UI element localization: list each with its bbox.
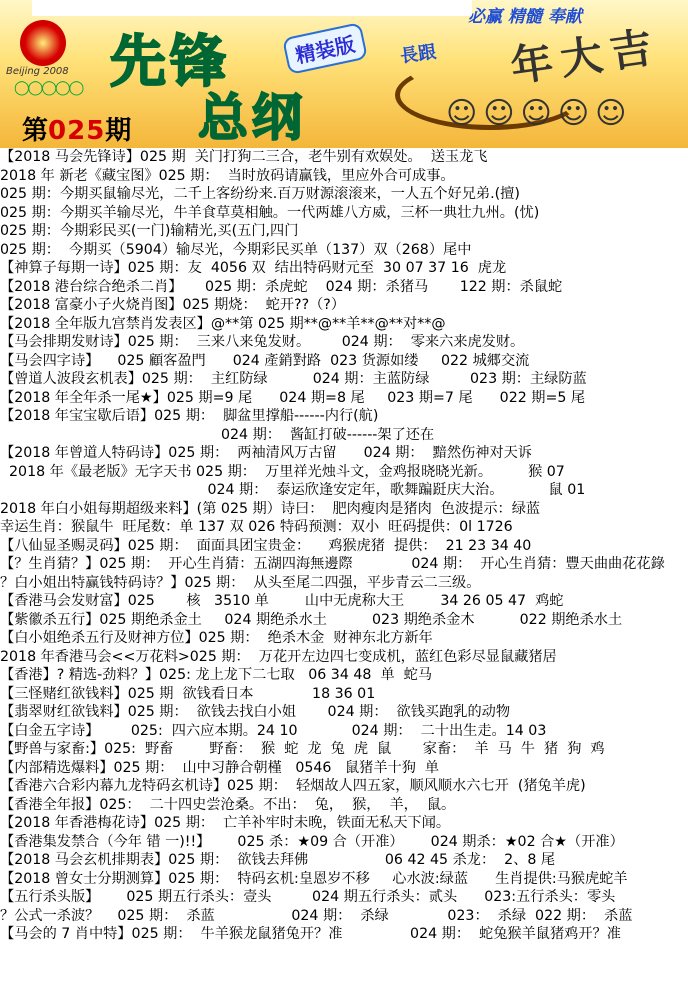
header-banner xyxy=(0,0,688,148)
text-line: 【2018 年宝宝歇后语】025 期： 脚盆里撑船------内行(航) xyxy=(0,408,379,424)
text-line: 025 期： 今期买（5904）输尽光，今期彩民买单（137）双（268）尾中 xyxy=(0,241,472,258)
text-line: 025 期：今期买羊输尽光，牛羊食草莫相触。一代两雄八方威，三杯一典壮九州。(忧) xyxy=(0,204,540,221)
text-line: 【2018 年全年杀一尾★】025 期=9 尾 024 期=8 尾 023 期=7 尾 022 期=5 尾 xyxy=(0,389,586,406)
text-line: 【八仙显圣赐灵码】025 期： 面面具团宝贵金： 鸡猴虎猪 提供： 21 23 34 40 xyxy=(0,537,532,554)
text-line: 【香港】? 精选-劲料？】025: 龙上龙下二七取 06 34 48 单 蛇马 xyxy=(0,667,433,683)
text-line: 【2018 马会先锋诗】025 期 关门打狗二三合，老牛别有欢娱处。 送玉龙飞 xyxy=(0,149,488,165)
prediction-list xyxy=(0,148,688,1007)
text-line: 024 期： 泰运欣逢安定年，歌舞蹁跹庆大治。 鼠 01 xyxy=(0,482,586,498)
text-line: 【2018 曾女士分期测算】025 期： 特码玄机:皇恩岁不移 心水波:绿蓝 生肖提供:马猴虎蛇羊 xyxy=(0,870,628,887)
title-line-1: 先锋 xyxy=(110,30,230,95)
text-line: 2018 年《最老版》无字天书 025 期： 万里祥光烛斗文，金鸡报晓晓光新。 猴 07 xyxy=(0,463,565,480)
text-line: 【紫徽杀五行】025 期绝杀金土 024 期绝杀水土 023 期绝杀金木 022 期绝杀水土 xyxy=(0,611,623,628)
mascots-icon: ☺☺☺☺☺ xyxy=(446,96,633,131)
text-line: 【马会四字诗】 025 顧客盈門 024 產銷對路 023 货源如缕 022 城郷交流 xyxy=(0,352,530,369)
text-line: 【三怪赌红欲钱料】025 期 欲钱看日本 18 36 01 xyxy=(0,685,376,702)
big-luck-text: 年大吉 xyxy=(507,21,664,92)
text-line: 【白小姐绝杀五行及财神方位】025 期： 绝杀木金 财神东北方新年 xyxy=(0,630,433,646)
text-line: 【2018 马会玄机排期表】025 期： 欲钱去拜佛 06 42 45 杀龙： 2、8 尾 xyxy=(0,852,556,868)
text-line: 【内部精选爆料】025 期： 山中习静合朝槿 0546 鼠猪羊十狗 单 xyxy=(0,759,440,776)
olympic-rings-icon: ◯◯◯◯◯ xyxy=(14,80,83,96)
issue-suffix: 期 xyxy=(105,116,132,146)
text-line: 2018 年香港马会<<万花料>025 期： 万花开左边四七变成机，蓝红色彩尽显鼠藏猪居 xyxy=(0,648,557,665)
text-line: 幸运生肖：猴鼠牛 旺尾数：单 137 双 026 特码预测：双小 旺码提供：0l 1726 xyxy=(0,519,513,535)
text-line: 025 期：今期彩民买(一门)输精光,买(五门,四门 xyxy=(0,223,299,239)
text-line: 【香港全年报】025： 二十四史尝沧桑。不出： 兔， 猴， 羊， 鼠。 xyxy=(0,796,456,813)
text-line: 【白金五字诗】 025: 四六应本期。24 10 024 期： 二十出生走。14 03 xyxy=(0,722,547,739)
title-line-2: 总纲 xyxy=(198,89,306,147)
issue-label xyxy=(22,110,131,147)
text-line: 025 期：今期买鼠输尽光，二千上客纷纷来.百万财源滚滚来，一人五个好兄弟.(擅) xyxy=(0,186,520,202)
text-line: 【2018 全年版九宫禁肖发表区】@**第 025 期**@**羊**@**对**@ xyxy=(0,315,446,332)
banner-top-strip xyxy=(32,0,472,16)
issue-number: 025 xyxy=(48,116,106,146)
text-line: 2018 年 新老《藏宝图》025 期： 当时放码请赢钱，里应外合可成事。 xyxy=(0,167,455,184)
text-line: ？白小姐出特赢钱特码诗？】025 期： 从头至尾二四强，平步青云二三级。 xyxy=(0,574,481,591)
text-line: 【五行杀头版】 025 期五行杀头：壹头 024 期五行杀头：贰头 023:五行杀头：零头 xyxy=(0,889,616,905)
text-line: 【翡翠财红欲钱料】025 期： 欲钱去找白小姐 024 期： 欲钱买跑乳的动物 xyxy=(0,704,511,720)
text-line: 【曾道人波段玄机表】025 期： 主红防绿 024 期：主蓝防绿 023 期：主绿防蓝 xyxy=(0,371,587,387)
beijing-olympic-emblem-icon xyxy=(20,20,66,66)
text-line: 【马会的 7 肖中特】025 期： 牛羊猴龙鼠猪兔开？准 024 期： 蛇兔猴羊鼠猪鸡开？准 xyxy=(0,926,621,942)
text-line: 【2018 港台综合绝杀二肖】 025 期：杀虎蛇 024 期：杀猪马 122 期：杀鼠蛇 xyxy=(0,278,563,295)
text-line: 【2018 年香港梅花诗】025 期： 亡羊补牢时未晚，铁面无私天下闻。 xyxy=(0,815,451,831)
issue-prefix: 第 xyxy=(22,116,49,146)
text-line: 【香港集发禁合（今年 错 一)!!】 025 杀：★09 合（开准） 024 期杀：★02 合★（开准） xyxy=(0,833,624,850)
text-line: 【马会排期发财诗】025 期： 三来八来兔发财。 024 期： 零来六来虎发财。 xyxy=(0,334,525,350)
text-line: 2018 年白小姐每期超级来料】(第 025 期）诗曰： 肥肉瘦肉是猪肉 色波提示：绿蓝 xyxy=(0,500,541,517)
text-line: 【神算子每期一诗】025 期：友 4056 双 结出特码财元至 30 07 37 16 虎龙 xyxy=(0,260,507,276)
slogan: 必赢 精髓 奉献 xyxy=(468,7,582,27)
text-line: ？公式一杀波？ 025 期： 杀蓝 024 期： 杀绿 023： 杀绿 022 期： 杀蓝 xyxy=(0,907,633,924)
text-line: 024 期： 酱缸打破------架了还在 xyxy=(0,426,435,443)
beijing-2008-text: Beijing 2008 xyxy=(6,66,69,77)
text-line: 【香港六合彩内幕九龙特码玄机诗】025 期： 轻烟故人四五家，顺风顺水六七开 (猪兔羊虎) xyxy=(0,778,586,794)
text-line: 【2018 富豪小子火烧肖图】025 期烧： 蛇开??（?） xyxy=(0,297,346,313)
text-line: 【香港马会发财富】025 核 3510 单 山中无虎称大王 34 26 05 47 鸡蛇 xyxy=(0,593,564,609)
changgen-label: 長跟 xyxy=(398,41,438,68)
text-line: 【？生肖猜？】025 期： 开心生肖猜：五湖四海無邊際 024 期： 开心生肖猜：豐天曲曲花花錄 xyxy=(0,556,665,572)
edition-ribbon: 精装版 xyxy=(282,22,368,75)
text-line: 【2018 年曾道人特码诗】025 期： 两袖清风万古留 024 期： 黯然伤神对天诉 xyxy=(0,445,532,461)
text-line: 【野兽与家畜:】025: 野畜 野畜： 猴 蛇 龙 兔 虎 鼠 家畜： 羊 马 牛 猪 狗 鸡 xyxy=(0,741,605,757)
